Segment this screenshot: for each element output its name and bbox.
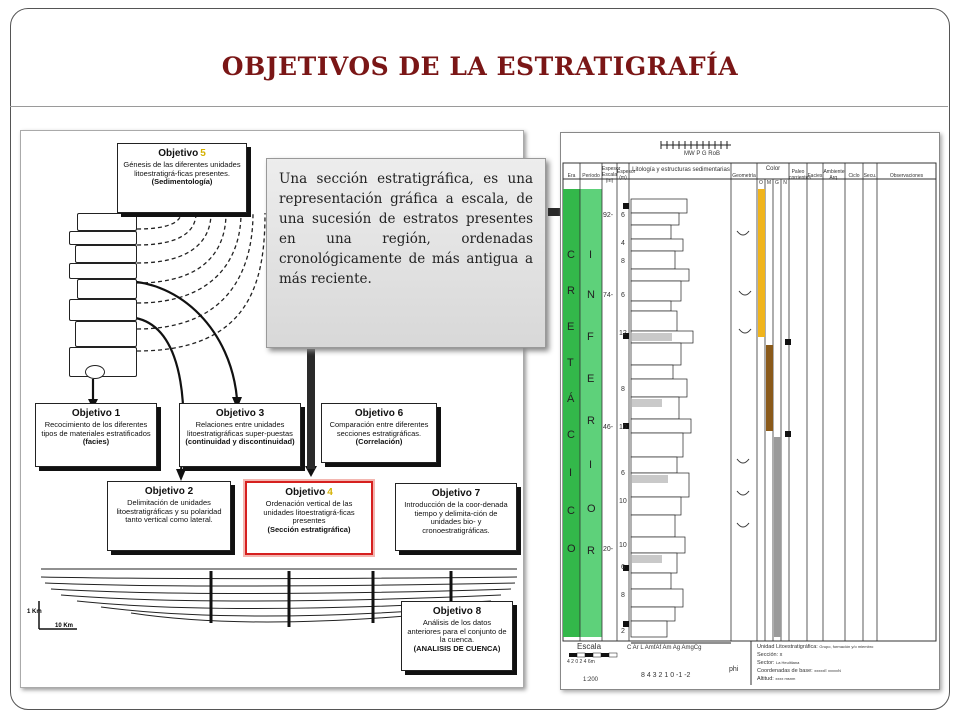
header-period: Período bbox=[582, 173, 600, 179]
color-sub-n: N bbox=[783, 180, 787, 186]
header-paleocorrientes: Paleo corrientes bbox=[789, 169, 811, 181]
period-letter: I bbox=[589, 459, 593, 471]
phi-scale: 8 4 3 2 1 0 -1 -2 bbox=[641, 672, 691, 679]
column-layer bbox=[77, 279, 137, 299]
footer-seccion: Sección: x bbox=[757, 652, 783, 658]
era-letter: R bbox=[567, 285, 575, 297]
thickness-label: 8 bbox=[621, 592, 625, 599]
period-letter: O bbox=[587, 503, 596, 515]
period-letter: E bbox=[587, 373, 595, 385]
thickness-label: 2 bbox=[621, 628, 625, 635]
period-letter: R bbox=[587, 415, 595, 427]
period-letter: I bbox=[589, 249, 593, 261]
definition-callout: Una sección estratigráfica, es una representación gráfica a escala, de una sucesión de estratos presentes en una región, ordenadas cronológicamente de más antigua a más reciente. bbox=[266, 158, 546, 348]
escala-ratio: 1:200 bbox=[583, 677, 599, 683]
objective-8-box: Objetivo 8 Análisis de los datos anteriores para el conjunto de la cuenca. (ANALISIS DE CUENCA) bbox=[401, 601, 513, 671]
title-divider bbox=[10, 106, 948, 107]
thickness-label: 6 bbox=[621, 292, 625, 299]
objective-7-box: Objetivo 7 Introducción de la coor-denada tiempo y delimita-ción de unidades bio- y cronoestratigráficas. bbox=[395, 483, 517, 551]
header-litologia: Litología y estructuras sedimentarias bbox=[632, 167, 730, 173]
column-layer bbox=[69, 231, 137, 245]
footer-coord-value: xxxxxE xxxxxN bbox=[814, 668, 841, 673]
thickness-label: 6 bbox=[621, 564, 625, 571]
escala-label: Escala bbox=[577, 642, 602, 651]
column-layer bbox=[69, 263, 137, 279]
thickness-label: 6 bbox=[621, 212, 625, 219]
color-sub-o: O bbox=[759, 180, 763, 186]
header-geometria: Geometría bbox=[732, 173, 756, 179]
column-layer bbox=[75, 321, 137, 347]
era-letter: Á bbox=[567, 393, 575, 405]
depth-label: 92- bbox=[603, 212, 614, 219]
column-layer bbox=[85, 365, 105, 379]
column-layer bbox=[75, 245, 137, 263]
escala-ticks: 4 2 0 2 4 6m bbox=[567, 659, 595, 665]
footer-unidad-value: Grupo, formación y/o miembro bbox=[819, 644, 874, 649]
objective-2-box: Objetivo 2 Delimitación de unidades litoestratigráficas y su polaridad tanto vertical como lateral. bbox=[107, 481, 231, 551]
scale-vertical-label: 1 Km bbox=[27, 609, 42, 615]
thickness-label: 12 bbox=[619, 330, 627, 337]
footer-sector-value: La Heulitiana bbox=[775, 660, 800, 665]
objective-1-box: Objetivo 1 Recocimiento de los diferentes tipos de materiales estratificados (facies) bbox=[35, 403, 157, 467]
period-letter: N bbox=[587, 289, 595, 301]
section-footer bbox=[757, 643, 937, 683]
header-espesor-escala: Espesor Escala (m) bbox=[602, 166, 621, 184]
period-letter: F bbox=[587, 331, 594, 343]
objective-4-box: Objetivo 4 Ordenación vertical de las unidades litoestratigrá-ficas presentes (Sección estratigráfica) bbox=[245, 481, 373, 555]
callout-connector bbox=[548, 208, 560, 216]
footer-altitud-label: Altitud: bbox=[757, 676, 774, 682]
scale-horizontal-label: 10 Km bbox=[55, 623, 74, 629]
era-letter: C bbox=[567, 249, 575, 261]
header-secu: Secu. bbox=[863, 173, 877, 179]
thickness-label: 10 bbox=[619, 498, 627, 505]
section-grid bbox=[561, 133, 939, 689]
footer-sector-label: Sector: bbox=[757, 660, 775, 666]
footer-altitud-value: xxxx msnm bbox=[775, 676, 796, 681]
grain-top-axis: MW P G RoB bbox=[684, 151, 720, 157]
header-espesor: Espesor (m) bbox=[617, 169, 636, 181]
header-era: Era bbox=[567, 173, 576, 179]
era-letter: T bbox=[567, 357, 574, 369]
era-letter: I bbox=[569, 467, 573, 479]
objective-3-box: Objetivo 3 Relaciones entre unidades litoestratigráficas super-puestas (continuidad y discontinuidad) bbox=[179, 403, 301, 467]
column-layer bbox=[69, 299, 137, 321]
thickness-label: 10 bbox=[619, 542, 627, 549]
header-ambiente: Ambiente Arq. bbox=[823, 169, 845, 181]
depth-label: 74- bbox=[603, 292, 614, 299]
period-letter: R bbox=[587, 545, 595, 557]
color-sub-g: G bbox=[775, 180, 779, 186]
era-letter: E bbox=[567, 321, 575, 333]
thickness-label: 10 bbox=[619, 424, 627, 431]
objective-6-box: Objetivo 6 Comparación entre diferentes secciones estratigráficas. (Correlación) bbox=[321, 403, 437, 463]
phi-label: phi bbox=[729, 666, 739, 673]
column-layer bbox=[77, 213, 137, 231]
header-ciclo: Ciclo bbox=[848, 173, 860, 179]
era-letter: O bbox=[567, 543, 576, 555]
footer-coord-label: Coordenadas de base: bbox=[757, 668, 813, 674]
slide-title: OBJETIVOS DE LA ESTRATIGRAFÍA bbox=[221, 52, 739, 81]
header-color: Color bbox=[765, 166, 781, 172]
color-sub-m: M bbox=[766, 180, 772, 186]
objective-5-box: Objetivo 5 Génesis de las diferentes unidades litoestratigrá-ficas presentes. (Sedimentología) bbox=[117, 143, 247, 213]
era-letter: C bbox=[567, 505, 575, 517]
depth-label: 46- bbox=[603, 424, 614, 431]
footer-unidad-label: Unidad Litoestratigráfica: bbox=[757, 644, 818, 650]
thickness-label: 8 bbox=[621, 386, 625, 393]
thickness-label: 4 bbox=[621, 240, 625, 247]
header-facies: Facies bbox=[807, 173, 823, 179]
grain-size-labels: C Ar L AmfAf Am Ag AmgCg bbox=[627, 645, 702, 651]
depth-label: 20- bbox=[603, 546, 614, 553]
era-letter: C bbox=[567, 429, 575, 441]
thickness-label: 6 bbox=[621, 470, 625, 477]
stratigraphic-section-sheet bbox=[560, 132, 940, 690]
header-observaciones: Observaciones bbox=[889, 173, 924, 179]
thickness-label: 8 bbox=[621, 258, 625, 265]
